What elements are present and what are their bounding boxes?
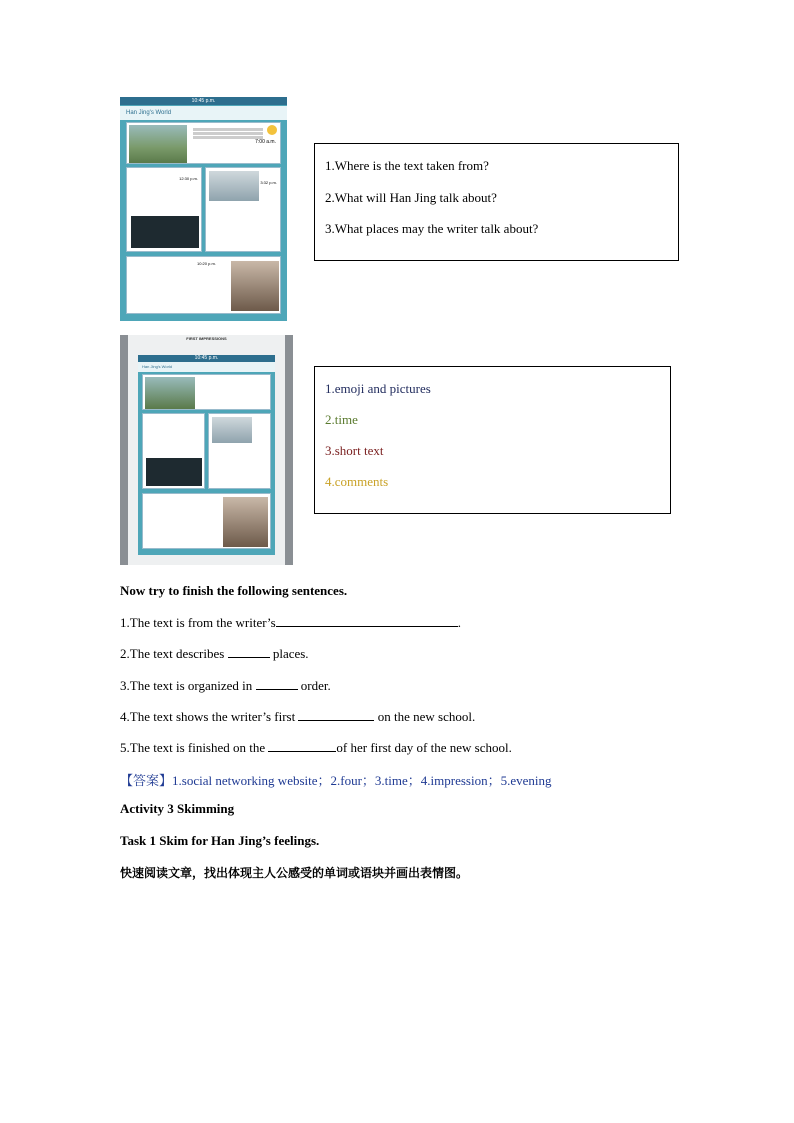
question-2: 2.What will Han Jing talk about? (325, 190, 497, 205)
post-time: 12:30 p.m. (179, 176, 198, 181)
sentence-text: on the new school. (374, 709, 476, 724)
features-box (314, 366, 671, 514)
tablet-frame (128, 335, 285, 565)
sentence-text: order. (297, 678, 331, 693)
question-1: 1.Where is the text taken from? (325, 158, 489, 173)
post-card-1 (126, 122, 281, 164)
feature-3: 3.short text (325, 443, 384, 458)
activity-title: Activity 3 Skimming (120, 801, 235, 816)
answer-text: 1.social networking website；2.four；3.time；4.impression；5.evening (172, 773, 552, 788)
sentence-text: . (457, 615, 461, 630)
dorm-photo (223, 497, 268, 547)
sentence-text: places. (269, 646, 309, 661)
answer-blank[interactable] (268, 739, 336, 752)
blackboard-photo (131, 216, 199, 248)
post-card-4 (126, 256, 281, 314)
blackboard-photo (146, 458, 202, 486)
feature-4: 4.comments (325, 474, 389, 489)
sentence-4 (120, 708, 475, 725)
answer-blank[interactable] (276, 614, 458, 627)
post-time: 7:00 a.m. (255, 139, 276, 145)
status-time: 10:45 p.m. (191, 98, 216, 104)
post-card-1 (142, 374, 271, 410)
question-3: 3.What places may the writer talk about? (325, 221, 539, 236)
sentence-text: of her first day of the new school. (336, 740, 512, 755)
sentence-1 (120, 614, 461, 631)
feature-2: 2.time (325, 412, 358, 427)
post-time: 3:32 p.m. (260, 180, 277, 185)
app-title: Han Jing's World (138, 362, 275, 372)
tablet-photo (120, 335, 293, 565)
phone-screenshot-1 (120, 97, 287, 321)
sentence-5 (120, 739, 512, 756)
answer-blank[interactable] (256, 677, 298, 690)
answer-blank[interactable] (298, 708, 374, 721)
post-card-2 (126, 167, 202, 252)
post-card-4 (142, 493, 271, 549)
sentence-3 (120, 677, 331, 694)
lab-photo (209, 171, 259, 201)
answer-line (120, 770, 551, 789)
questions-box (314, 143, 679, 261)
task-title: Task 1 Skim for Han Jing’s feelings. (120, 833, 320, 848)
post-time: 10:20 p.m. (197, 261, 216, 266)
post-card-2 (142, 413, 205, 489)
sentence-text: 2.The text describes (120, 646, 225, 661)
lab-photo (212, 417, 252, 443)
dorm-photo (231, 261, 279, 311)
feature-1: 1.emoji and pictures (325, 381, 431, 396)
task-instruction: 快速阅读文章，找出体现主人公感受的单词或语块并画出表情图。 (120, 866, 469, 880)
app-title: Han Jing's World (120, 106, 287, 120)
status-time: 10:45 p.m. (138, 355, 275, 362)
sentence-text: 5.The text is finished on the (120, 740, 266, 755)
school-photo (145, 377, 195, 409)
sentence-text: 3.The text is organized in (120, 678, 253, 693)
school-photo (129, 125, 187, 163)
status-bar (120, 97, 287, 105)
tablet-header: FIRST IMPRESSIONS (186, 336, 227, 341)
instruction: Now try to finish the following sentences. (120, 583, 348, 598)
post-card-3 (205, 167, 281, 252)
sentence-text: 4.The text shows the writer’s first (120, 709, 296, 724)
answer-label: 【答案】 (120, 773, 173, 788)
answer-blank[interactable] (228, 645, 270, 658)
sentence-text: 1.The text is from the writer’s (120, 615, 276, 630)
sentence-2 (120, 645, 309, 662)
tablet-screen (138, 355, 275, 555)
post-card-3 (208, 413, 271, 489)
emoji-icon (267, 125, 277, 135)
